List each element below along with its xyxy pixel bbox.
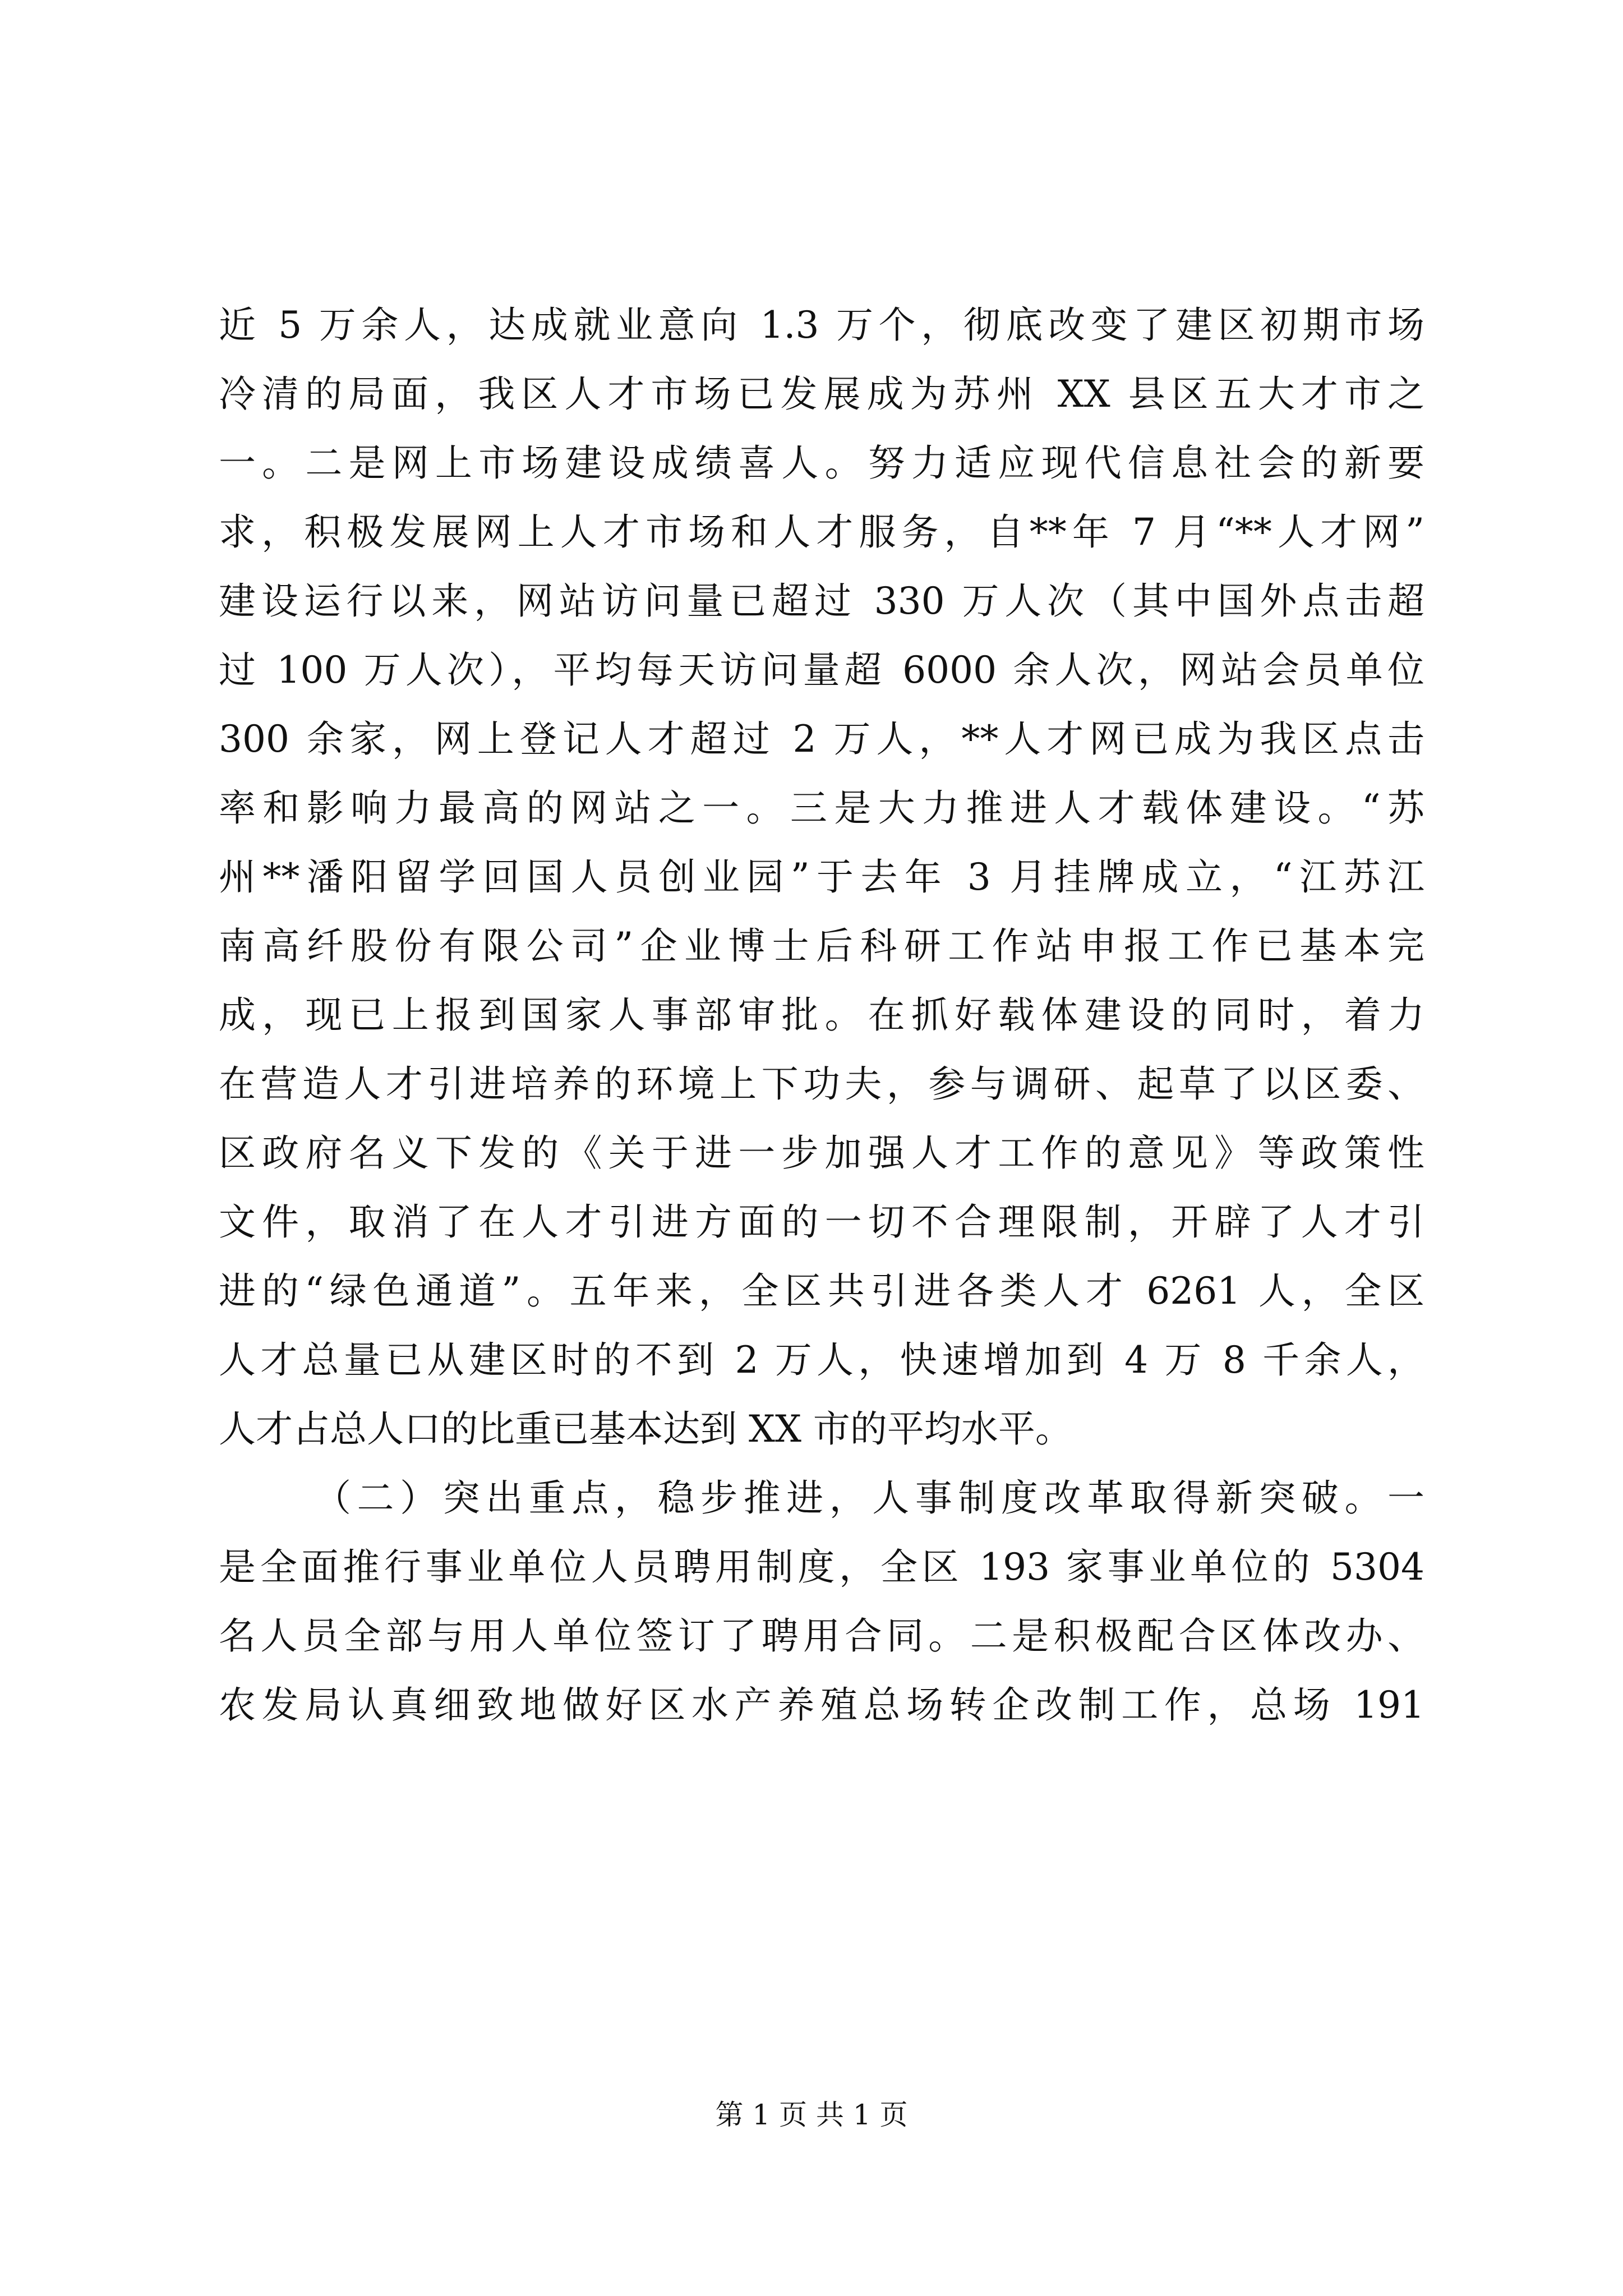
paragraph-line: 人才总量已从建区时的不到 2 万人，快速增加到 4 万 8 千余人， bbox=[219, 1338, 1424, 1382]
paragraph-line: 南高纤股份有限公司”企业博士后科研工作站申报工作已基本完 bbox=[219, 924, 1424, 968]
paragraph-line: 文件，取消了在人才引进方面的一切不合理限制，开辟了人才引 bbox=[219, 1200, 1424, 1244]
page-number-label: 第 1 页 共 1 页 bbox=[715, 2099, 908, 2131]
paragraph-line: 农发局认真细致地做好区水产养殖总场转企改制工作，总场 191 bbox=[219, 1683, 1424, 1727]
paragraph-line: 求，积极发展网上人才市场和人才服务，自**年 7 月“**人才网” bbox=[219, 510, 1424, 554]
paragraph-line: 过 100 万人次），平均每天访问量超 6000 余人次，网站会员单位 bbox=[219, 648, 1424, 692]
paragraph-line: 成，现已上报到国家人事部审批。在抓好载体建设的同时，着力 bbox=[219, 993, 1424, 1037]
paragraph-line: 进的“绿色通道”。五年来，全区共引进各类人才 6261 人，全区 bbox=[219, 1269, 1424, 1313]
paragraph-line: 州**潘阳留学回国人员创业园”于去年 3 月挂牌成立，“江苏江 bbox=[219, 855, 1424, 899]
paragraph-line: 一。二是网上市场建设成绩喜人。努力适应现代信息社会的新要 bbox=[219, 441, 1424, 485]
paragraph-line: 冷清的局面，我区人才市场已发展成为苏州 XX 县区五大才市之 bbox=[219, 372, 1424, 416]
paragraph-line: 300 余家，网上登记人才超过 2 万人，**人才网已成为我区点击 bbox=[219, 717, 1424, 761]
document-body bbox=[219, 291, 1424, 1740]
paragraph-line: 近 5 万余人，达成就业意向 1.3 万个，彻底改变了建区初期市场 bbox=[219, 303, 1424, 347]
paragraph-line: 区政府名义下发的《关于进一步加强人才工作的意见》等政策性 bbox=[219, 1131, 1424, 1175]
paragraph-line: 建设运行以来，网站访问量已超过 330 万人次（其中国外点击超 bbox=[219, 579, 1424, 623]
paragraph-heading-line: （二）突出重点，稳步推进，人事制度改革取得新突破。一 bbox=[314, 1476, 1424, 1520]
paragraph-line-last: 人才占总人口的比重已基本达到 XX 市的平均水平。 bbox=[219, 1407, 1072, 1451]
paragraph-line: 名人员全部与用人单位签订了聘用合同。二是积极配合区体改办、 bbox=[219, 1614, 1424, 1658]
paragraph-line: 是全面推行事业单位人员聘用制度，全区 193 家事业单位的 5304 bbox=[219, 1545, 1424, 1589]
paragraph-line: 率和影响力最高的网站之一。三是大力推进人才载体建设。“苏 bbox=[219, 786, 1424, 830]
paragraph-line: 在营造人才引进培养的环境上下功夫，参与调研、起草了以区委、 bbox=[219, 1062, 1424, 1106]
page-footer bbox=[0, 2098, 1623, 2132]
